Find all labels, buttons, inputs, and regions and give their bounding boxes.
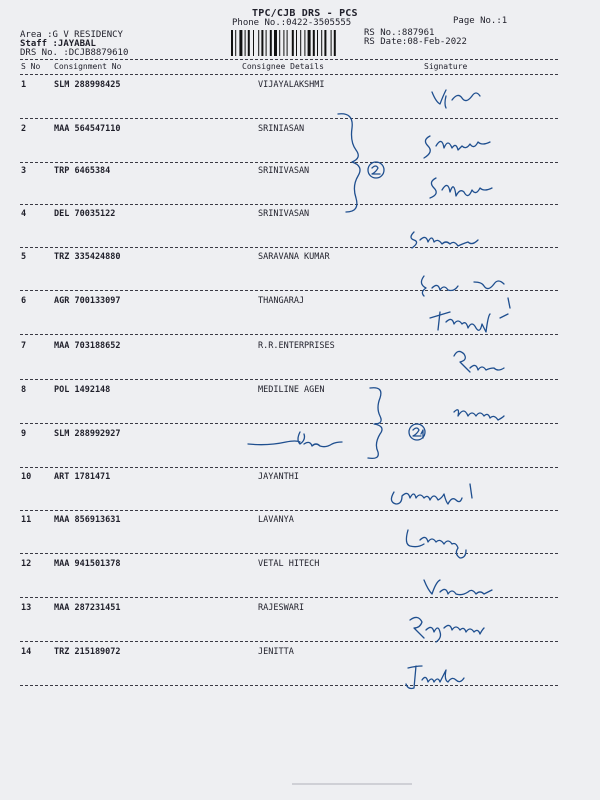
signature-7: [454, 351, 504, 372]
row-consignment-no: MAA 856913631: [54, 515, 121, 525]
row-consignment-no: MAA 941501378: [54, 559, 121, 569]
row-consignment-no: TRZ 335424880: [54, 252, 121, 262]
row-consignment-no: TRZ 215189072: [54, 647, 121, 657]
row-consignee-name: JAYANTHI: [258, 472, 299, 482]
row-serial-no: 5: [21, 252, 27, 262]
rs-date: RS Date:08-Feb-2022: [364, 37, 467, 47]
signature-14: [406, 666, 464, 689]
row-consignee-name: SRINIASAN: [258, 124, 305, 134]
signature-10: [391, 484, 472, 504]
signature-8: [368, 388, 504, 459]
row-serial-no: 8: [21, 385, 27, 395]
footer-mark: [292, 783, 412, 785]
row-serial-no: 11: [21, 515, 32, 525]
page-number: Page No.:1: [453, 16, 508, 26]
row-serial-no: 2: [21, 124, 27, 134]
row-serial-no: 6: [21, 296, 27, 306]
row-consignment-no: MAA 703188652: [54, 341, 121, 351]
signature-2: [424, 136, 490, 158]
row-consignee-name: SARAVANA KUMAR: [258, 252, 330, 262]
col-header-consignment: Consignment No: [54, 62, 122, 71]
signature-4: [411, 232, 478, 248]
row-consignment-no: ART 1781471: [54, 472, 111, 482]
row-consignee-name: LAVANYA: [258, 515, 294, 525]
row-consignment-no: SLM 288998425: [54, 80, 121, 90]
row-consignment-no: MAA 564547110: [54, 124, 121, 134]
row-serial-no: 1: [21, 80, 27, 90]
col-header-consignee: Consignee Details: [242, 62, 324, 71]
row-consignment-no: DEL 70035122: [54, 209, 116, 219]
row-consignment-no: MAA 287231451: [54, 603, 121, 613]
row-consignment-no: AGR 700133097: [54, 296, 121, 306]
row-serial-no: 9: [21, 429, 27, 439]
row-consignee-name: MEDILINE AGEN: [258, 385, 325, 395]
row-serial-no: 13: [21, 603, 32, 613]
row-consignment-no: POL 1492148: [54, 385, 111, 395]
row-consignment-no: TRP 6465384: [54, 166, 111, 176]
signature-5: [421, 276, 504, 296]
signature-2-3-bracket: [338, 114, 384, 212]
row-consignment-no: SLM 288992927: [54, 429, 121, 439]
signature-9: [248, 432, 342, 447]
sheet-title: TPC/CJB DRS - PCS: [252, 8, 358, 19]
row-serial-no: 7: [21, 341, 27, 351]
col-header-sno: S No: [21, 62, 41, 71]
drs-number: DRS No. :DCJB8879610: [20, 48, 129, 58]
rs-number: RS No.:887961: [364, 28, 435, 38]
staff-label: Staff :JAYABAL: [20, 39, 96, 49]
row-consignee-name: R.R.ENTERPRISES: [258, 341, 335, 351]
row-serial-no: 12: [21, 559, 32, 569]
signature-6: [430, 298, 510, 332]
row-serial-no: 4: [21, 209, 27, 219]
phone-number: Phone No.:0422-3505555: [232, 18, 352, 28]
row-consignee-name: SRINIVASAN: [258, 209, 310, 219]
row-serial-no: 10: [21, 472, 32, 482]
row-consignee-name: JENITTA: [258, 647, 294, 657]
signature-1: [432, 90, 480, 108]
signature-12: [424, 580, 492, 595]
signature-11: [406, 530, 466, 558]
row-consignee-name: VIJAYALAKSHMI: [258, 80, 325, 90]
row-consignee-name: SRINIVASAN: [258, 166, 310, 176]
signature-3: [430, 178, 492, 198]
col-header-signature: Signature: [424, 62, 468, 71]
row-serial-no: 3: [21, 166, 27, 176]
area-label: Area :G V RESIDENCY: [20, 30, 123, 40]
row-serial-no: 14: [21, 647, 32, 657]
signature-13: [410, 617, 484, 642]
row-consignee-name: VETAL HITECH: [258, 559, 320, 569]
row-consignee-name: RAJESWARI: [258, 603, 305, 613]
row-consignee-name: THANGARAJ: [258, 296, 305, 306]
